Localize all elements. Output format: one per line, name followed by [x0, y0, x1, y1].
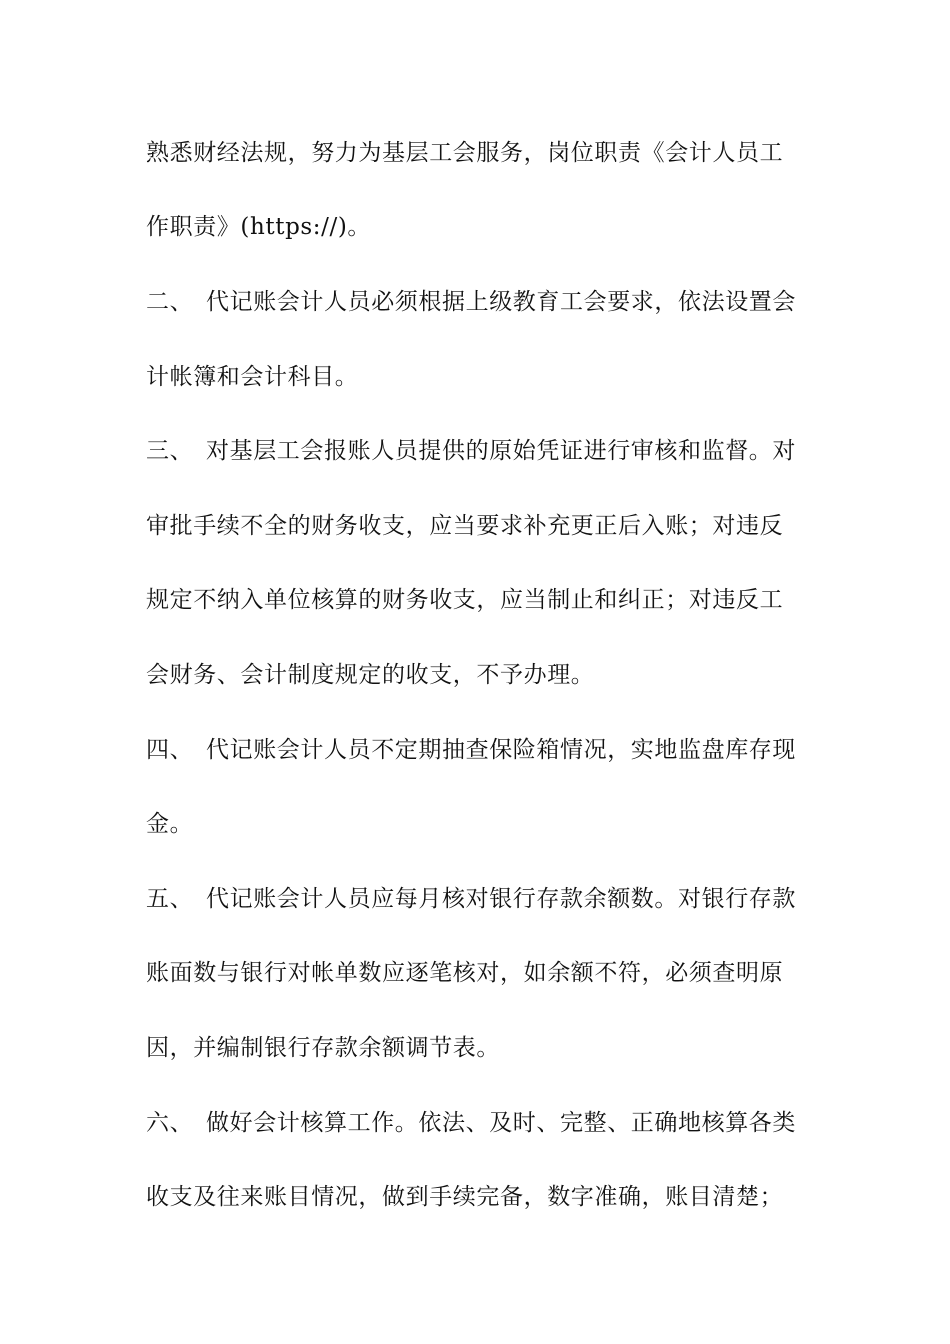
- list-item-number: 五、: [146, 886, 194, 912]
- list-item-text: 代记账会计人员必须根据上级教育工会要求，依法设置会: [206, 289, 796, 315]
- list-item-number: 六、: [146, 1110, 194, 1136]
- list-item-3: [146, 431, 826, 471]
- list-item-number: 三、: [146, 438, 194, 464]
- body-text-line: 审批手续不全的财务收支，应当要求补充更正后入账；对违反: [146, 513, 784, 539]
- body-text-line: 计帐簿和会计科目。: [146, 364, 359, 390]
- list-item-4: [146, 730, 826, 770]
- body-text-line: 会财务、会计制度规定的收支，不予办理。: [146, 662, 595, 688]
- body-text-line: 规定不纳入单位核算的财务收支，应当制止和纠正；对违反工: [146, 587, 784, 613]
- body-text-line: 账面数与银行对帐单数应逐笔核对，如余额不符，必须查明原: [146, 960, 784, 986]
- body-text-line: 因，并编制银行存款余额调节表。: [146, 1035, 500, 1061]
- list-item-6: [146, 1103, 826, 1143]
- body-text-line: 收支及往来账目情况，做到手续完备，数字准确，账目清楚；: [146, 1184, 784, 1210]
- list-item-number: 四、: [146, 737, 194, 763]
- body-text-line: 金。: [146, 811, 194, 837]
- list-item-text: 代记账会计人员应每月核对银行存款余额数。对银行存款: [206, 886, 796, 912]
- body-text-line: 熟悉财经法规，努力为基层工会服务，岗位职责《会计人员工: [146, 140, 784, 166]
- list-item-text: 对基层工会报账人员提供的原始凭证进行审核和监督。对: [206, 438, 796, 464]
- list-item-text: 做好会计核算工作。依法、及时、完整、正确地核算各类: [206, 1110, 796, 1136]
- list-item-number: 二、: [146, 289, 194, 315]
- list-item-5: [146, 879, 826, 919]
- list-item-text: 代记账会计人员不定期抽查保险箱情况，实地监盘库存现: [206, 737, 796, 763]
- body-text-line: 作职责》(https://)。: [146, 214, 372, 240]
- list-item-2: [146, 282, 826, 322]
